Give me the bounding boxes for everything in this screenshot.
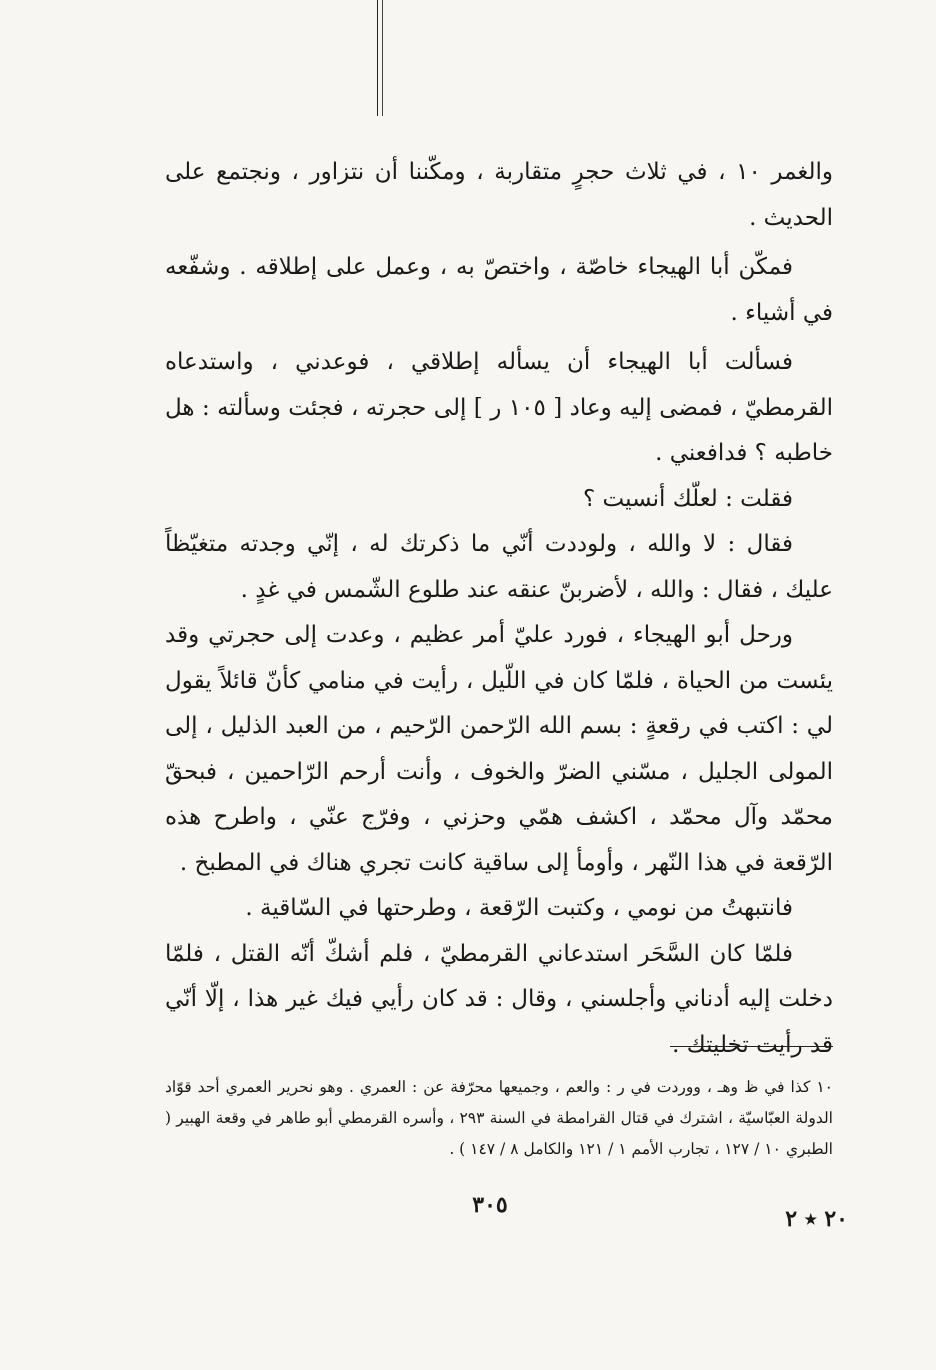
page-number: ٣٠٥ (472, 1192, 508, 1218)
footnote-separator (670, 1046, 833, 1047)
paragraph-8: فلمّا كان السَّحَر استدعاني القرمطيّ ، فلم أشكّ أنّه القتل ، فلمّا دخلت إليه أدناني وأجلسني ، وقال : قد كان رأيي فيك غير هذا ، إلّا أنّي قد رأيت تخليتك . (165, 940, 833, 1058)
printer-signature: ٢٠ ٭ ٢ (785, 1206, 848, 1232)
footnotes (165, 1072, 833, 1165)
paragraph-5: فقال : لا والله ، ولوددت أنّي ما ذكرتك له ، إنّي وجدته متغيّظاً عليك ، فقال : والله ، لأضربنّ عنقه عند طلوع الشّمس في غدٍ . (165, 531, 833, 603)
paragraph-1: والغمر ١٠ ، في ثلاث حجرٍ متقاربة ، ومكّننا أن نتزاور ، ونجتمع على الحديث . (165, 159, 833, 231)
body-text (165, 150, 833, 1068)
binding-mark (377, 0, 383, 116)
paragraph-7: فانتبهتُ من نومي ، وكتبت الرّقعة ، وطرحتها في السّاقية . (245, 895, 793, 921)
paragraph-6: ورحل أبو الهيجاء ، فورد عليّ أمر عظيم ، وعدت إلى حجرتي وقد يئست من الحياة ، فلمّا كان في اللّيل ، رأيت في منامي كأنّ قائلاً يقول لي : اكتب في رقعةٍ : بسم الله الرّحمن الرّحيم ، من العبد الذليل ، إلى المولى الجليل ، مسّني الضرّ والخوف ، وأنت أرحم الرّاحمين ، فبحقّ محمّد وآل محمّد ، اكشف همّي وحزني ، وفرّج عنّي ، واطرح هذه الرّقعة في هذا النّهر ، وأومأ إلى ساقية كانت تجري هناك في المطبخ . (165, 622, 833, 876)
paragraph-4: فقلت : لعلّك أنسيت ؟ (583, 485, 793, 512)
paragraph-2: فمكّن أبا الهيجاء خاصّة ، واختصّ به ، وعمل على إطلاقه . وشفّعه في أشياء . (165, 254, 833, 326)
footnote-10: ١٠ كذا في ظ وهـ ، ووردت في ر : والعم ، وجميعها محرّفة عن : العمري . وهو نحرير العمري أحد قوّاد الدولة العبّاسيّة ، اشترك في قتال القرامطة في السنة ٢٩٣ ، وأسره القرمطي أبو طاهر في وقعة الهبير ( الطبري ١٠ / ١٢٧ ، تجارب الأمم ١ / ١٢١ والكامل ٨ / ١٤٧ ) . (165, 1078, 833, 1158)
paragraph-3: فسألت أبا الهيجاء أن يسأله إطلاقي ، فوعدني ، واستدعاه القرمطيّ ، فمضى إليه وعاد [ ١٠٥ ر ] إلى حجرته ، فجئت وسألته : هل خاطبه ؟ فدافعني . (165, 349, 833, 466)
